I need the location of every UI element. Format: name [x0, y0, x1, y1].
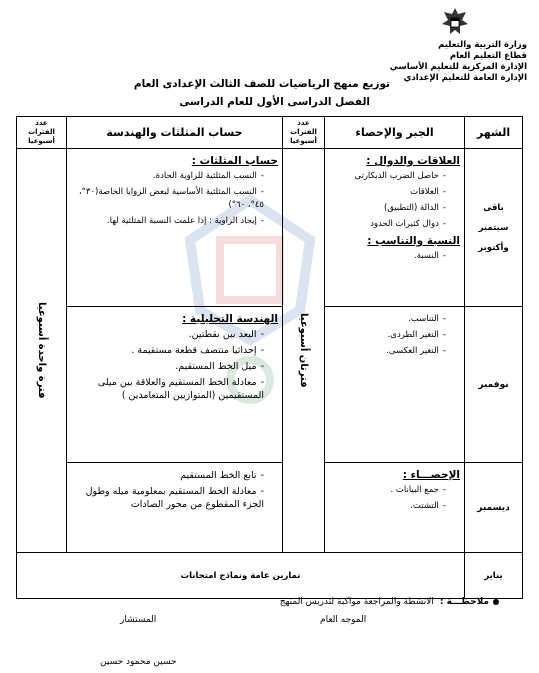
table-row	[17, 149, 523, 307]
header-periods-1: عدد الفترات أسبوعيا	[283, 117, 325, 149]
list-item: - حاصل الضرب الديكارتى	[329, 170, 446, 183]
list-item: - التغير الطردى.	[329, 329, 446, 342]
header-line-1: وزارة التربية والتعليم	[438, 40, 527, 50]
list-item: - معادلة الخط المستقيم بمعلومية ميله وطول الجزء المقطوع من محور الصادات	[71, 485, 264, 511]
table-row	[17, 307, 523, 463]
list-item: - التناسب.	[329, 313, 446, 326]
list-item: - جمع البيانات .	[329, 484, 446, 497]
geometry-cell	[67, 307, 283, 463]
algebra-cell	[325, 149, 465, 307]
table-row	[17, 463, 523, 553]
month-cell: باقى سبتمبر وأكتوبر	[465, 149, 523, 307]
header-periods-2: عدد الفترات أسبوعيا	[17, 117, 67, 149]
list-item: - النسب المثلثية للزاوية الحادة.	[71, 170, 264, 183]
list-item: - إيجاد الزاوية : إذا علمت النسبة المثلثية لها.	[71, 215, 264, 228]
list-item: - البعد بين نقطتين.	[71, 328, 264, 341]
footer-note	[280, 597, 489, 607]
periods-cell-geometry	[17, 149, 67, 553]
month-cell: نوفمبر	[465, 307, 523, 463]
header-algebra: الجبر والإحصاء	[325, 117, 465, 149]
list-item: - الدالة (التطبيق)	[329, 202, 446, 215]
note-label: ملاحظـــة :	[439, 597, 489, 607]
topic-list	[329, 250, 460, 263]
table-header-row	[17, 117, 523, 149]
geometry-cell	[67, 463, 283, 553]
header-geometry: حساب المثلثات والهندسة	[67, 117, 283, 149]
topic-list	[71, 170, 278, 228]
topic-list	[71, 469, 278, 511]
list-item: - ميل الخط المستقيم.	[71, 360, 264, 373]
header-line-4: الإدارة العامة للتعليم الإعدادي	[403, 73, 527, 83]
geometry-cell	[67, 149, 283, 307]
supervisor-label: الموجه العام	[320, 615, 367, 625]
ministry-header	[390, 40, 527, 84]
list-item: - دوال كثيرات الحدود	[329, 218, 446, 231]
document-subtitle: الفصل الدراسى الأول للعام الدراسى	[179, 96, 370, 108]
list-item: - معادلة الخط المستقيم والعلاقة بين ميلى المستقيمين (المتوازيين المتعامدين )	[71, 376, 264, 402]
note-text: الانشطة والمراجعة مواكبة لتدريس المنهج	[279, 597, 434, 607]
list-item: - تابع الخط المستقيم	[71, 469, 264, 482]
topic-list	[329, 484, 460, 513]
periods-vertical-text: فترتان أسبوعيا	[298, 313, 309, 388]
section-title: العلاقات والدوال :	[366, 155, 460, 167]
list-item: - العلاقات	[329, 186, 446, 199]
month-cell: ديسمبر	[465, 463, 523, 553]
list-item: - إحداثيا منتصف قطعة مستقيمة .	[71, 344, 264, 357]
section-title: الإحصـــاء :	[402, 469, 460, 481]
header-line-3: الإدارة المركزية للتعليم الأساسي	[389, 62, 527, 72]
section-title: الهندسة التحليلية :	[182, 313, 278, 325]
name-label: حسين محمود حسين	[100, 657, 177, 667]
periods-cell-algebra	[283, 149, 325, 553]
header-line-2: قطاع التعليم العام	[449, 51, 527, 61]
table-row-january	[17, 553, 523, 599]
january-activity: تمارين عامة ونماذج امتحانات	[17, 553, 465, 599]
egypt-eagle-emblem	[440, 6, 470, 38]
list-item: - التغير العكسى.	[329, 345, 446, 358]
section-title: حساب المثلثات :	[191, 155, 278, 167]
bullet-icon	[493, 599, 499, 605]
algebra-cell	[325, 463, 465, 553]
list-item: - النسبة.	[329, 250, 446, 263]
algebra-cell	[325, 307, 465, 463]
periods-vertical-text: فترة واحدة أسبوعيا	[36, 302, 47, 399]
curriculum-table	[16, 116, 523, 599]
list-item: - التشتت.	[329, 500, 446, 513]
header-month: الشهر	[465, 117, 523, 149]
topic-list	[71, 328, 278, 402]
advisor-label: المستشار	[120, 615, 157, 625]
section-title: النسبة والتناسب :	[367, 235, 460, 247]
topic-list	[329, 170, 460, 231]
list-item: - النسب المثلثية الأساسية لبعض الزوايا الخاصة(٣٠°، ٤٥°، ٦٠°)	[71, 186, 264, 212]
month-cell: يناير	[465, 553, 523, 599]
topic-list	[329, 313, 460, 358]
document-title: توزيع منهج الرياضيات للصف الثالث الإعدادى العام	[133, 78, 390, 90]
